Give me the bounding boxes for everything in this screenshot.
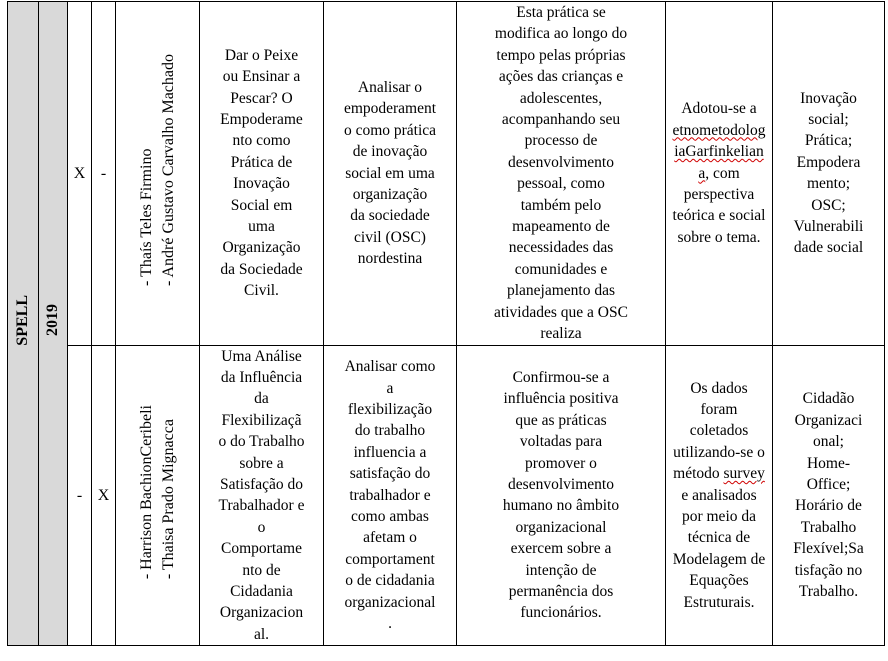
authors-text — [136, 54, 180, 286]
mark-value: X — [97, 486, 110, 504]
article-objective: Analisar como a flexibilização do trabalho influencia a satisfação do trabalhador e como ambas afetam o comportament o de cidadania organizacional . — [344, 358, 436, 633]
method-term: survey — [723, 465, 765, 483]
article-objective: Analisar o empoderament o como prática de inovação social em uma organização da sociedade civil (OSC) nordestina — [343, 78, 437, 268]
mark-cell-2 — [92, 345, 116, 646]
author-name: - Thaís Teles Firmino — [137, 148, 155, 287]
title-cell — [200, 2, 324, 346]
source-label: SPELL — [14, 295, 31, 346]
method-text: Os dados foram coletados utilizando-se o método — [673, 379, 765, 483]
objective-cell — [324, 2, 457, 346]
mark-cell-1 — [68, 345, 92, 646]
keywords-cell — [773, 2, 885, 346]
mark-cell-1 — [68, 2, 92, 346]
authors-cell — [116, 2, 200, 346]
article-method — [669, 378, 769, 613]
year-label: 2019 — [44, 304, 61, 337]
mark-value: - — [100, 164, 107, 182]
keywords-cell — [773, 345, 885, 646]
table-row — [8, 2, 885, 346]
authors-cell — [116, 345, 200, 646]
results-cell — [457, 2, 666, 346]
article-keywords: Inovação social; Prática; Empodera mento; OSC; Vulnerabili dade social — [793, 89, 864, 257]
title-cell — [200, 345, 324, 646]
source-cell — [8, 2, 39, 646]
author-name: - André Gustavo Carvalho Machado — [159, 54, 177, 287]
authors-text — [136, 405, 180, 579]
article-title: Dar o Peixe ou Ensinar a Pescar? O Empoderame nto como Prática de Inovação Social em uma Organização da Sociedade Civil. — [220, 46, 303, 300]
article-title: Uma Análise da Influência da Flexibilizaçã o do Trabalho sobre a Satisfação do Trabalhador e o Comportame nto de Cidadania Organizacion al. — [218, 347, 305, 643]
objective-cell — [324, 345, 457, 646]
method-text: Adotou-se a — [681, 100, 757, 118]
literature-review-table — [7, 1, 885, 646]
method-cell — [666, 345, 773, 646]
method-text: , com perspectiva teórica e social sobre o tema. — [672, 164, 766, 246]
method-text: e analisados por meio da técnica de Modelagem de Equações Estruturais. — [672, 486, 766, 611]
article-results: Esta prática se modifica ao longo do tempo pelas próprias ações das crianças e adolescentes, acompanhando seu processo de desenvolvimento pessoal, como também pelo mapeamento de necessidades das comunidades e planejamento das atividades que a OSC realiza — [494, 4, 628, 343]
author-name: - Thaisa Prado Mignacca — [159, 419, 177, 580]
method-cell — [666, 2, 773, 346]
article-results: Confirmou-se a influência positiva que as práticas voltadas para promover o desenvolvimento humano no âmbito organizacional exercem sobre a intenção de permanência dos funcionários. — [502, 368, 620, 622]
mark-value: X — [73, 164, 86, 182]
table-row — [8, 345, 885, 646]
article-keywords: Cidadão Organizaci onal; Home- Office; Horário de Trabalho Flexível;Sa tisfação no Trabalho. — [793, 390, 864, 600]
method-term: etnometodolog iaGarfinkelian a — [672, 121, 766, 182]
results-cell — [457, 345, 666, 646]
year-cell — [39, 2, 68, 646]
author-name: - Harrison BachionCeribeli — [137, 405, 155, 580]
article-method — [669, 98, 769, 248]
mark-cell-2 — [92, 2, 116, 346]
mark-value: - — [76, 486, 83, 504]
